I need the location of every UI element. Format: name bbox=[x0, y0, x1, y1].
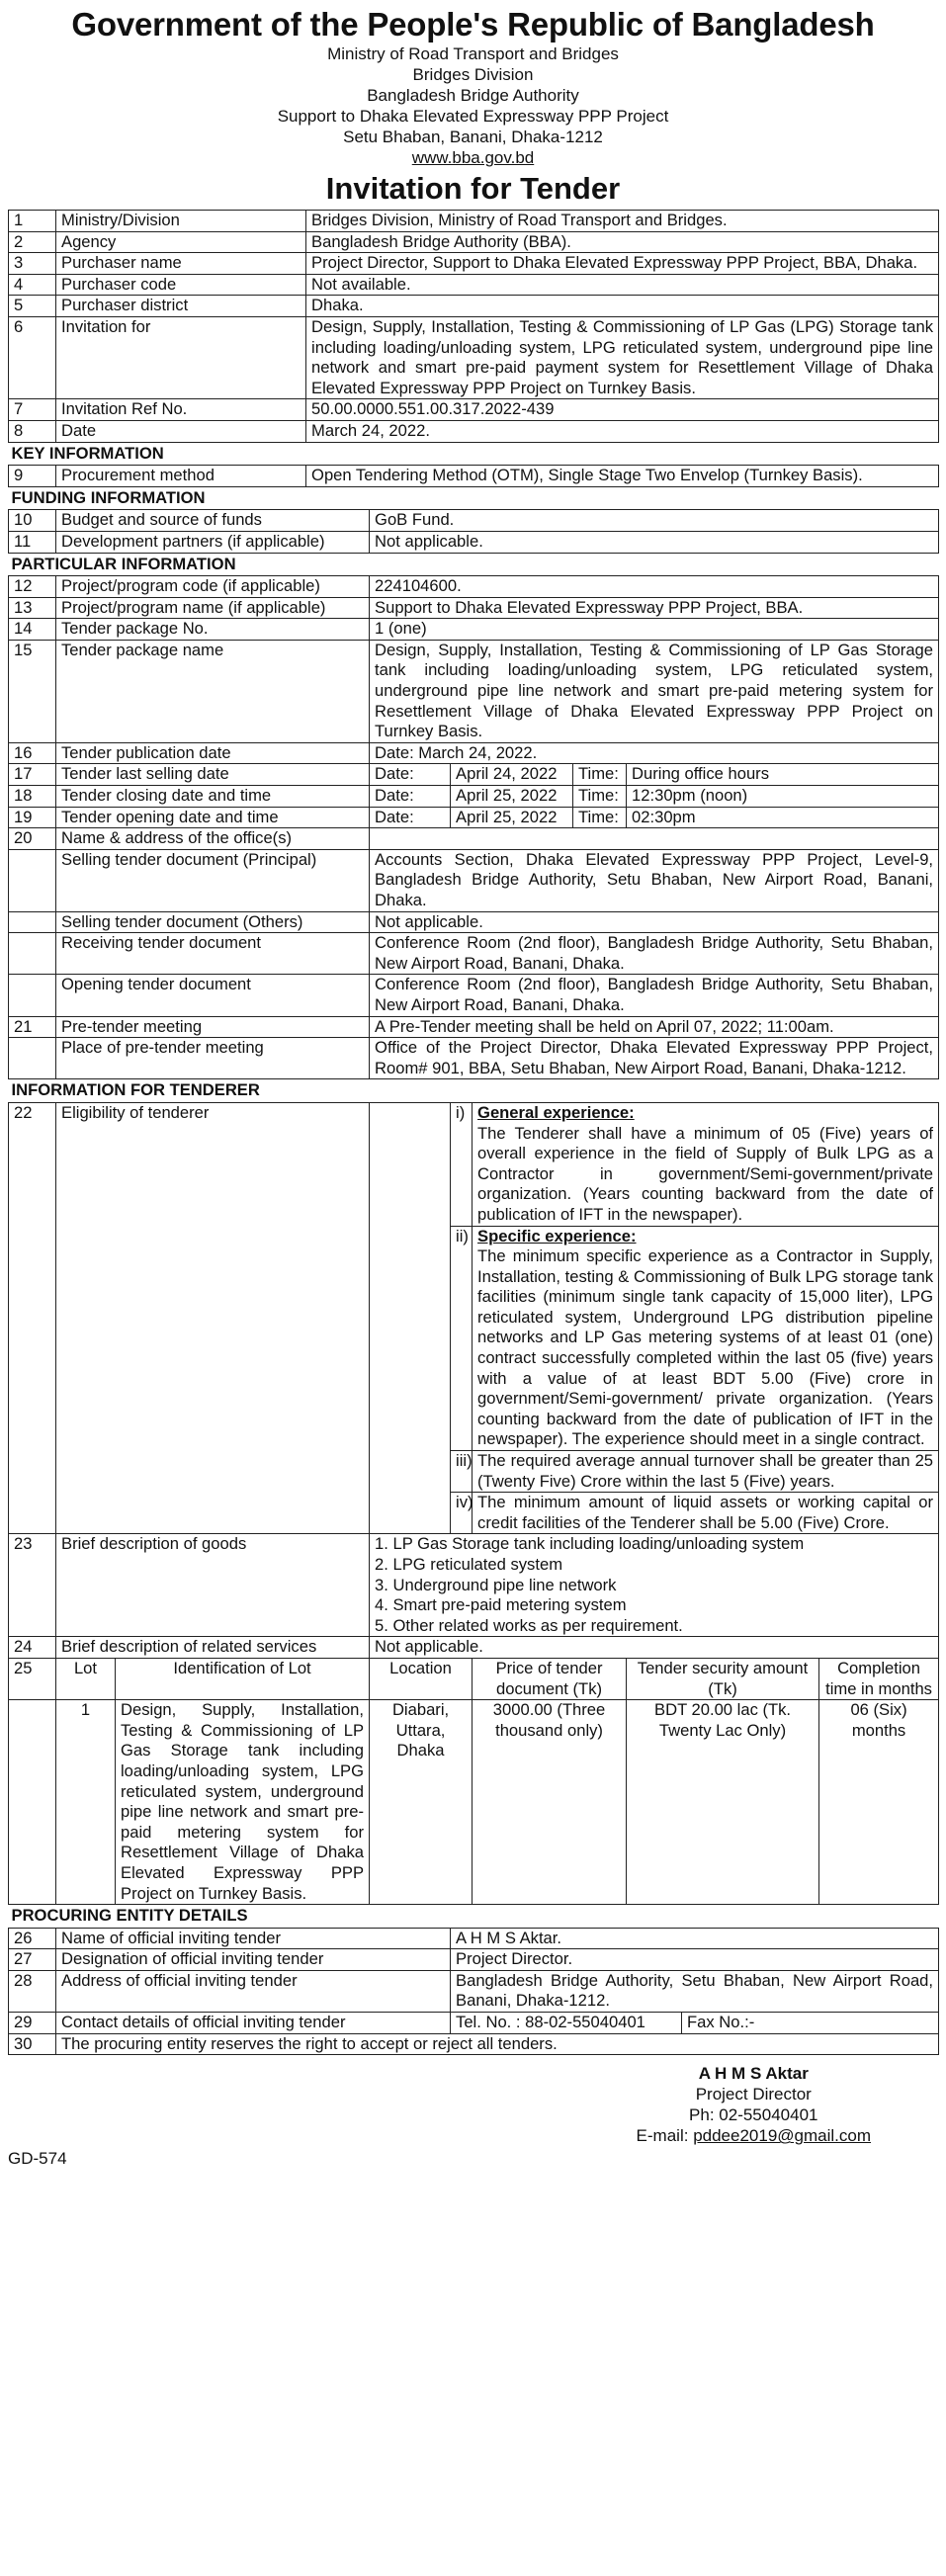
lot-location: Diabari, Uttara, Dhaka bbox=[370, 1700, 473, 1905]
row-label: Invitation for bbox=[56, 316, 306, 398]
row-number: 14 bbox=[9, 619, 56, 641]
row-value: Project Director, Support to Dhaka Elevated Expressway PPP Project, BBA, Dhaka. bbox=[306, 253, 939, 275]
table-row bbox=[9, 211, 939, 232]
date-label: Date: bbox=[370, 786, 451, 808]
table-row bbox=[9, 786, 939, 808]
section-heading: FUNDING INFORMATION bbox=[9, 486, 939, 510]
row-number: 7 bbox=[9, 399, 56, 421]
table-row bbox=[9, 466, 939, 487]
table-row bbox=[9, 933, 939, 975]
criterion-title: Specific experience: bbox=[477, 1226, 637, 1245]
table-row bbox=[9, 1534, 939, 1637]
row-number: 16 bbox=[9, 742, 56, 764]
division-line: Bridges Division bbox=[412, 65, 534, 84]
row-number bbox=[9, 911, 56, 933]
row-number: 17 bbox=[9, 764, 56, 786]
row-value: A Pre-Tender meeting shall be held on April 07, 2022; 11:00am. bbox=[370, 1016, 939, 1038]
row-number: 5 bbox=[9, 296, 56, 317]
time-value: 12:30pm (noon) bbox=[627, 786, 939, 808]
criterion-text bbox=[473, 1102, 939, 1226]
row-value: Project Director. bbox=[451, 1949, 939, 1971]
time-value: During office hours bbox=[627, 764, 939, 786]
row-number bbox=[9, 975, 56, 1016]
table-row bbox=[9, 911, 939, 933]
row-label: Procurement method bbox=[56, 466, 306, 487]
time-label: Time: bbox=[573, 764, 627, 786]
row-label: Name of official inviting tender bbox=[56, 1928, 451, 1949]
row-value: Design, Supply, Installation, Testing & Commissioning of LP Gas (LPG) Storage tank including loading/unloading system, LPG reticulated system, underground pipe line network and smart pre-paid payment system for Resettlement Village of Dhaka Elevated Expressway PPP Project on Turnkey Basis. bbox=[306, 316, 939, 398]
section-heading-row bbox=[9, 1079, 939, 1103]
goods-list bbox=[370, 1534, 939, 1637]
location-header: Location bbox=[370, 1658, 473, 1699]
row-value: Not applicable. bbox=[370, 911, 939, 933]
row-value: Design, Supply, Installation, Testing & Commissioning of LP Gas Storage tank including loading/unloading system, LPG reticulated system, underground pipe line network and smart pre-paid metering system for Resettlement Village of Dhaka Elevated Expressway PPP Project on Turnkey Basis. bbox=[370, 640, 939, 742]
section-heading-row bbox=[9, 442, 939, 466]
row-number: 23 bbox=[9, 1534, 56, 1637]
row-label: Budget and source of funds bbox=[56, 510, 370, 532]
table-row bbox=[9, 1637, 939, 1659]
table-row bbox=[9, 274, 939, 296]
row-number: 27 bbox=[9, 1949, 56, 1971]
row-number: 30 bbox=[9, 2033, 56, 2055]
row-value: Conference Room (2nd floor), Bangladesh Bridge Authority, Setu Bhaban, New Airport Road, Banani, Dhaka. bbox=[370, 975, 939, 1016]
table-row bbox=[9, 2013, 939, 2034]
section-heading: PARTICULAR INFORMATION bbox=[9, 553, 939, 576]
table-row bbox=[9, 253, 939, 275]
lot-number: 1 bbox=[56, 1700, 116, 1905]
row-number bbox=[9, 849, 56, 911]
row-value bbox=[370, 828, 939, 850]
row-label: Date bbox=[56, 420, 306, 442]
lot-row bbox=[9, 1700, 939, 1905]
lot-header: Lot bbox=[56, 1658, 116, 1699]
table-row bbox=[9, 316, 939, 398]
table-row bbox=[9, 1102, 939, 1226]
row-value: Bridges Division, Ministry of Road Transport and Bridges. bbox=[306, 211, 939, 232]
section-heading: INFORMATION FOR TENDERER bbox=[9, 1079, 939, 1103]
list-item: 5. Other related works as per requirement. bbox=[375, 1615, 683, 1635]
criterion-text bbox=[473, 1226, 939, 1451]
row-value: Open Tendering Method (OTM), Single Stage Two Envelop (Turnkey Basis). bbox=[306, 466, 939, 487]
table-row bbox=[9, 764, 939, 786]
government-title: Government of the People's Republic of Bangladesh bbox=[71, 6, 875, 43]
list-item: 4. Smart pre-paid metering system bbox=[375, 1595, 627, 1615]
tender-table bbox=[8, 210, 939, 2055]
row-number: 19 bbox=[9, 807, 56, 828]
row-label: Contact details of official inviting tender bbox=[56, 2013, 451, 2034]
row-label: Project/program name (if applicable) bbox=[56, 597, 370, 619]
row-value: Not available. bbox=[306, 274, 939, 296]
table-row bbox=[9, 975, 939, 1016]
row-number: 24 bbox=[9, 1637, 56, 1659]
row-value: 1 (one) bbox=[370, 619, 939, 641]
table-row bbox=[9, 807, 939, 828]
section-heading: KEY INFORMATION bbox=[9, 442, 939, 466]
row-number: 11 bbox=[9, 531, 56, 553]
section-heading-row bbox=[9, 553, 939, 576]
row-number bbox=[9, 1700, 56, 1905]
website-link[interactable]: www.bba.gov.bd bbox=[411, 148, 535, 167]
row-number: 21 bbox=[9, 1016, 56, 1038]
row-number: 18 bbox=[9, 786, 56, 808]
row-number: 2 bbox=[9, 231, 56, 253]
criterion-title: General experience: bbox=[477, 1102, 635, 1122]
time-label: Time: bbox=[573, 807, 627, 828]
row-label: Tender publication date bbox=[56, 742, 370, 764]
row-value: 50.00.0000.551.00.317.2022-439 bbox=[306, 399, 939, 421]
gd-code: GD-574 bbox=[8, 2149, 67, 2169]
table-row bbox=[9, 420, 939, 442]
table-row bbox=[9, 510, 939, 532]
row-number: 22 bbox=[9, 1102, 56, 1533]
table-row bbox=[9, 576, 939, 598]
table-row bbox=[9, 640, 939, 742]
signatory-designation: Project Director bbox=[695, 2085, 812, 2104]
list-item: 3. Underground pipe line network bbox=[375, 1575, 617, 1594]
price-header: Price of tender document (Tk) bbox=[473, 1658, 627, 1699]
row-label: Tender opening date and time bbox=[56, 807, 370, 828]
completion-header: Completion time in months bbox=[819, 1658, 939, 1699]
row-label: Ministry/Division bbox=[56, 211, 306, 232]
row-number: 29 bbox=[9, 2013, 56, 2034]
signatory-name: A H M S Aktar bbox=[698, 2064, 809, 2084]
row-label: Agency bbox=[56, 231, 306, 253]
row-number: 1 bbox=[9, 211, 56, 232]
table-row bbox=[9, 828, 939, 850]
row-number: 8 bbox=[9, 420, 56, 442]
row-value: A H M S Aktar. bbox=[451, 1928, 939, 1949]
lot-identification: Design, Supply, Installation, Testing & Commissioning of LP Gas Storage tank including loading/unloading system, LPG reticulated system, underground pipe line network and smart pre-paid metering system for Resettlement Village of Dhaka Elevated Expressway PPP Project on Turnkey Basis. bbox=[116, 1700, 370, 1905]
row-number: 26 bbox=[9, 1928, 56, 1949]
row-label: Pre-tender meeting bbox=[56, 1016, 370, 1038]
row-number: 3 bbox=[9, 253, 56, 275]
row-label: Selling tender document (Others) bbox=[56, 911, 370, 933]
row-value: Not applicable. bbox=[370, 1637, 939, 1659]
address-line: Setu Bhaban, Banani, Dhaka-1212 bbox=[343, 128, 603, 146]
notice-title: Invitation for Tender bbox=[325, 171, 621, 206]
row-number: 20 bbox=[9, 828, 56, 850]
row-number: 9 bbox=[9, 466, 56, 487]
signatory-phone: Ph: 02-55040401 bbox=[689, 2105, 818, 2125]
email-label: E-mail: bbox=[636, 2126, 689, 2146]
row-label: Purchaser name bbox=[56, 253, 306, 275]
date-value: April 25, 2022 bbox=[451, 786, 573, 808]
authority-line: Bangladesh Bridge Authority bbox=[367, 86, 579, 105]
table-row bbox=[9, 2033, 939, 2055]
row-label: Eligibility of tenderer bbox=[56, 1102, 370, 1533]
fax: Fax No.:- bbox=[682, 2013, 939, 2034]
criterion-number: ii) bbox=[451, 1226, 473, 1451]
lot-security: BDT 20.00 lac (Tk. Twenty Lac Only) bbox=[627, 1700, 819, 1905]
email-link[interactable]: pddee2019@gmail.com bbox=[693, 2126, 871, 2146]
table-row bbox=[9, 1016, 939, 1038]
row-label: Purchaser district bbox=[56, 296, 306, 317]
row-label: Project/program code (if applicable) bbox=[56, 576, 370, 598]
list-item: 1. LP Gas Storage tank including loading/unloading system bbox=[375, 1534, 805, 1554]
tender-notice bbox=[8, 6, 938, 2576]
ident-header: Identification of Lot bbox=[116, 1658, 370, 1699]
row-number: 10 bbox=[9, 510, 56, 532]
table-row bbox=[9, 1928, 939, 1949]
row-number: 15 bbox=[9, 640, 56, 742]
row-label: Tender last selling date bbox=[56, 764, 370, 786]
row-value: Office of the Project Director, Dhaka Elevated Expressway PPP Project, Room# 901, BBA, Setu Bhaban, New Airport Road, Banani, Dhaka-1212. bbox=[370, 1038, 939, 1079]
time-label: Time: bbox=[573, 786, 627, 808]
criterion-number: i) bbox=[451, 1102, 473, 1226]
table-row bbox=[9, 619, 939, 641]
criterion-number: iv) bbox=[451, 1493, 473, 1534]
row-label: Place of pre-tender meeting bbox=[56, 1038, 370, 1079]
row-value: Bangladesh Bridge Authority, Setu Bhaban, New Airport Road, Banani, Dhaka-1212. bbox=[451, 1970, 939, 2012]
row-value: March 24, 2022. bbox=[306, 420, 939, 442]
row-label: Opening tender document bbox=[56, 975, 370, 1016]
row-label: Selling tender document (Principal) bbox=[56, 849, 370, 911]
row-number: 12 bbox=[9, 576, 56, 598]
row-value: Conference Room (2nd floor), Bangladesh Bridge Authority, Setu Bhaban, New Airport Road, Banani, Dhaka. bbox=[370, 933, 939, 975]
date-label: Date: bbox=[370, 807, 451, 828]
row-label: Brief description of related services bbox=[56, 1637, 370, 1659]
row-number: 13 bbox=[9, 597, 56, 619]
notice-header bbox=[8, 6, 938, 208]
date-value: April 25, 2022 bbox=[451, 807, 573, 828]
security-header: Tender security amount (Tk) bbox=[627, 1658, 819, 1699]
row-value: Date: March 24, 2022. bbox=[370, 742, 939, 764]
row-number: 6 bbox=[9, 316, 56, 398]
row-value: 224104600. bbox=[370, 576, 939, 598]
row-label: Development partners (if applicable) bbox=[56, 531, 370, 553]
ministry-line: Ministry of Road Transport and Bridges bbox=[327, 44, 619, 63]
table-row bbox=[9, 597, 939, 619]
table-row bbox=[9, 531, 939, 553]
criterion-text: The required average annual turnover shall be greater than 25 (Twenty Five) Crore within the last 5 (Five) years. bbox=[473, 1451, 939, 1493]
row-label: Tender package No. bbox=[56, 619, 370, 641]
row-number bbox=[9, 1038, 56, 1079]
criterion-number: iii) bbox=[451, 1451, 473, 1493]
row-value: Bangladesh Bridge Authority (BBA). bbox=[306, 231, 939, 253]
section-heading: PROCURING ENTITY DETAILS bbox=[9, 1905, 939, 1929]
project-line: Support to Dhaka Elevated Expressway PPP Project bbox=[277, 107, 669, 126]
criterion-text: The minimum amount of liquid assets or working capital or credit facilities of the Tenderer shall be 5.00 (Five) Crore. bbox=[473, 1493, 939, 1534]
table-row bbox=[9, 1038, 939, 1079]
criterion-body: The minimum specific experience as a Contractor in Supply, Installation, testing & Commissioning of Bulk LPG storage tank facilities (minimum single tank capacity of 15,000 liter), LPG reticulated system, Underground LPG distribution pipeline networks and LP Gas metering systems of at least 01 (one) contract successfully completed within the last 05 (five) years with a value of at least BDT 5.00 (Five) crore in government/Semi-government/ private organization. (Years counting backward from the date of publication of IFT in the newspaper). The experience should meet in a single contract. bbox=[477, 1246, 934, 1449]
row-spacer bbox=[370, 1102, 451, 1533]
row-label: Brief description of goods bbox=[56, 1534, 370, 1637]
row-number bbox=[9, 933, 56, 975]
row-label: Name & address of the office(s) bbox=[56, 828, 370, 850]
row-label: Invitation Ref No. bbox=[56, 399, 306, 421]
signatory-email-line bbox=[637, 2125, 871, 2146]
table-row bbox=[9, 296, 939, 317]
lot-price: 3000.00 (Three thousand only) bbox=[473, 1700, 627, 1905]
table-row bbox=[9, 1970, 939, 2012]
row-number: 25 bbox=[9, 1658, 56, 1699]
lot-completion: 06 (Six) months bbox=[819, 1700, 939, 1905]
row-label: Tender closing date and time bbox=[56, 786, 370, 808]
row-value: Dhaka. bbox=[306, 296, 939, 317]
row-label: Receiving tender document bbox=[56, 933, 370, 975]
time-value: 02:30pm bbox=[627, 807, 939, 828]
row-label: Purchaser code bbox=[56, 274, 306, 296]
row-label: Tender package name bbox=[56, 640, 370, 742]
row-number: 4 bbox=[9, 274, 56, 296]
section-heading-row bbox=[9, 1905, 939, 1929]
table-row bbox=[9, 231, 939, 253]
date-label: Date: bbox=[370, 764, 451, 786]
section-heading-row bbox=[9, 486, 939, 510]
row-number: 28 bbox=[9, 1970, 56, 2012]
criterion-body: The Tenderer shall have a minimum of 05 (Five) years of overall experience in the field of Supply of Bulk LPG as a Contractor in government/Semi-government/private organization. (Years counting backward from the date of publication of IFT in the newspaper). bbox=[477, 1123, 934, 1224]
row-value: Accounts Section, Dhaka Elevated Expressway PPP Project, Level-9, Bangladesh Bridge Authority, Setu Bhaban, New Airport Road, Banani, Dhaka. bbox=[370, 849, 939, 911]
row-value: Not applicable. bbox=[370, 531, 939, 553]
signature-block bbox=[637, 2063, 871, 2146]
date-value: April 24, 2022 bbox=[451, 764, 573, 786]
row-value: GoB Fund. bbox=[370, 510, 939, 532]
table-row bbox=[9, 399, 939, 421]
row-label: Designation of official inviting tender bbox=[56, 1949, 451, 1971]
row-label: Address of official inviting tender bbox=[56, 1970, 451, 2012]
list-item: 2. LPG reticulated system bbox=[375, 1555, 563, 1574]
table-row bbox=[9, 1949, 939, 1971]
row-value: The procuring entity reserves the right to accept or reject all tenders. bbox=[56, 2033, 939, 2055]
table-row bbox=[9, 742, 939, 764]
telephone: Tel. No. : 88-02-55040401 bbox=[451, 2013, 682, 2034]
lot-header-row bbox=[9, 1658, 939, 1699]
row-value: Support to Dhaka Elevated Expressway PPP Project, BBA. bbox=[370, 597, 939, 619]
table-row bbox=[9, 849, 939, 911]
